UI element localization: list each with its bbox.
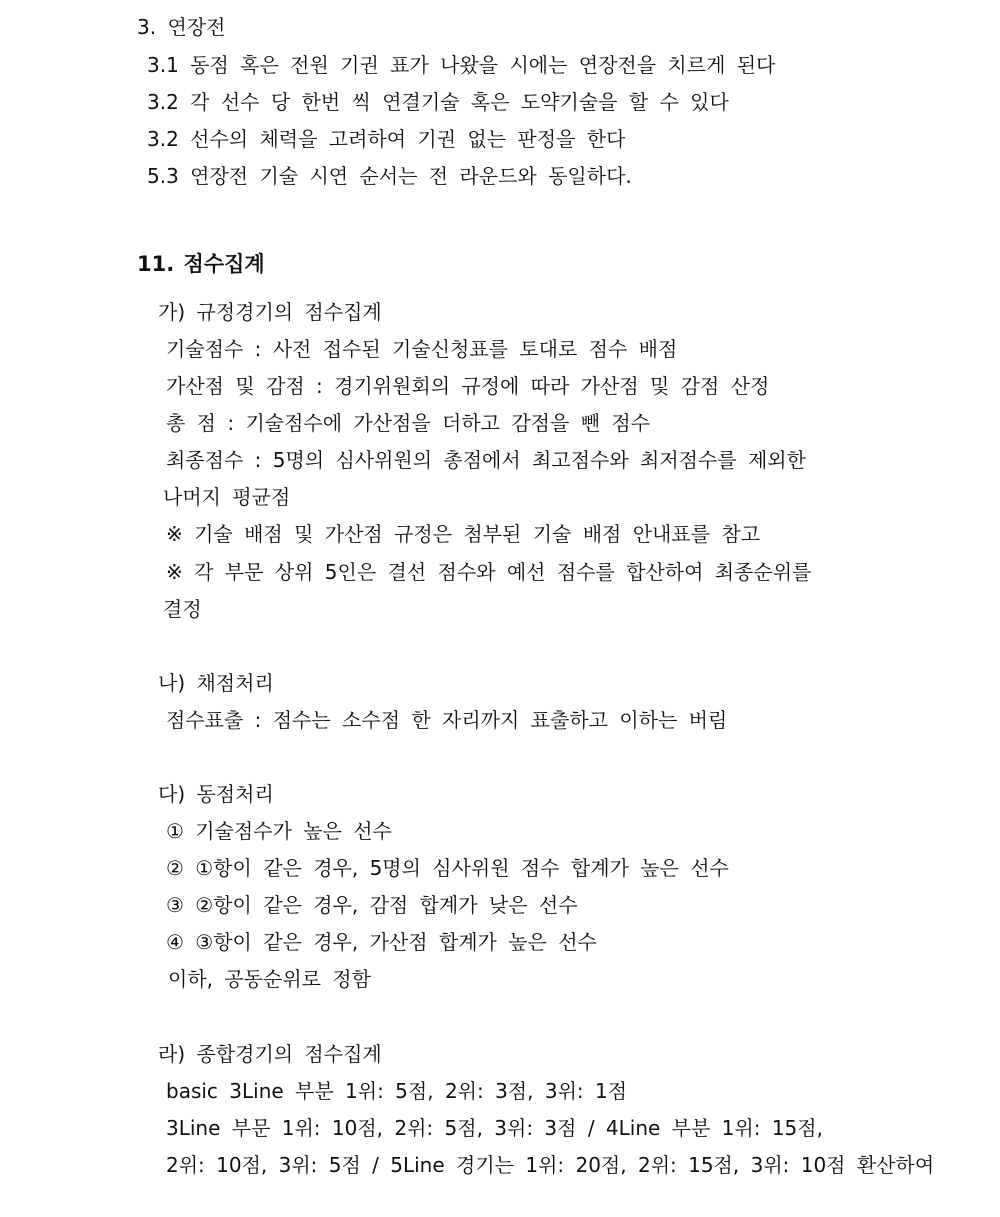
subsection-ga-line: 기술점수 : 사전 접수된 기술신청표를 토대로 점수 배점	[166, 337, 678, 361]
subsection-na-line: 점수표출 : 점수는 소수점 한 자리까지 표출하고 이하는 버림	[166, 708, 728, 732]
note-line: ※ 각 부문 상위 5인은 결선 점수와 예선 점수를 합산하여 최종순위를	[166, 560, 812, 584]
note-line: ※ 기술 배점 및 가산점 규정은 첨부된 기술 배점 안내표를 참고	[166, 522, 761, 546]
section-3-item: 5.3 연장전 기술 시연 순서는 전 라운드와 동일하다.	[147, 164, 632, 188]
tiebreak-item: ④ ③항이 같은 경우, 가산점 합계가 높은 선수	[166, 930, 597, 954]
section-3-item: 3.2 각 선수 당 한번 씩 연결기술 혹은 도약기술을 할 수 있다	[147, 90, 729, 114]
subsection-ra-line: basic 3Line 부분 1위: 5점, 2위: 3점, 3위: 1점	[166, 1079, 628, 1103]
subsection-ga-line: 나머지 평균점	[163, 485, 291, 509]
section-3-item: 3.1 동점 혹은 전원 기권 표가 나왔을 시에는 연장전을 치르게 된다	[147, 53, 776, 77]
subsection-ga-line: 총 점 : 기술점수에 가산점을 더하고 감점을 뺀 점수	[166, 411, 650, 435]
subsection-ra-line: 3Line 부문 1위: 10점, 2위: 5점, 3위: 3점 / 4Line 부분 1위: 15점,	[166, 1116, 823, 1140]
tiebreak-item: 이하, 공동순위로 정함	[168, 967, 371, 991]
subsection-ra-line: 2위: 10점, 3위: 5점 / 5Line 경기는 1위: 20점, 2위: 15점, 3위: 10점 환산하여	[166, 1153, 935, 1177]
note-line: 결정	[163, 597, 202, 621]
subsection-ga-title: 가) 규정경기의 점수집계	[158, 300, 382, 324]
tiebreak-item: ② ①항이 같은 경우, 5명의 심사위원 점수 합계가 높은 선수	[166, 856, 729, 880]
tiebreak-item: ① 기술점수가 높은 선수	[166, 819, 392, 843]
section-3-item: 3.2 선수의 체력을 고려하여 기권 없는 판정을 한다	[147, 127, 626, 151]
section-11-title: 11. 점수집계	[137, 252, 265, 276]
subsection-ga-line: 최종점수 : 5명의 심사위원의 총점에서 최고점수와 최저점수를 제외한	[166, 448, 806, 472]
subsection-da-title: 다) 동점처리	[158, 782, 274, 806]
tiebreak-item: ③ ②항이 같은 경우, 감점 합계가 낮은 선수	[166, 893, 578, 917]
subsection-ga-line: 가산점 및 감점 : 경기위원회의 규정에 따라 가산점 및 감점 산정	[166, 374, 770, 398]
subsection-ra-title: 라) 종합경기의 점수집계	[158, 1042, 382, 1066]
section-3-title: 3. 연장전	[137, 15, 226, 39]
subsection-na-title: 나) 채점처리	[158, 671, 274, 695]
